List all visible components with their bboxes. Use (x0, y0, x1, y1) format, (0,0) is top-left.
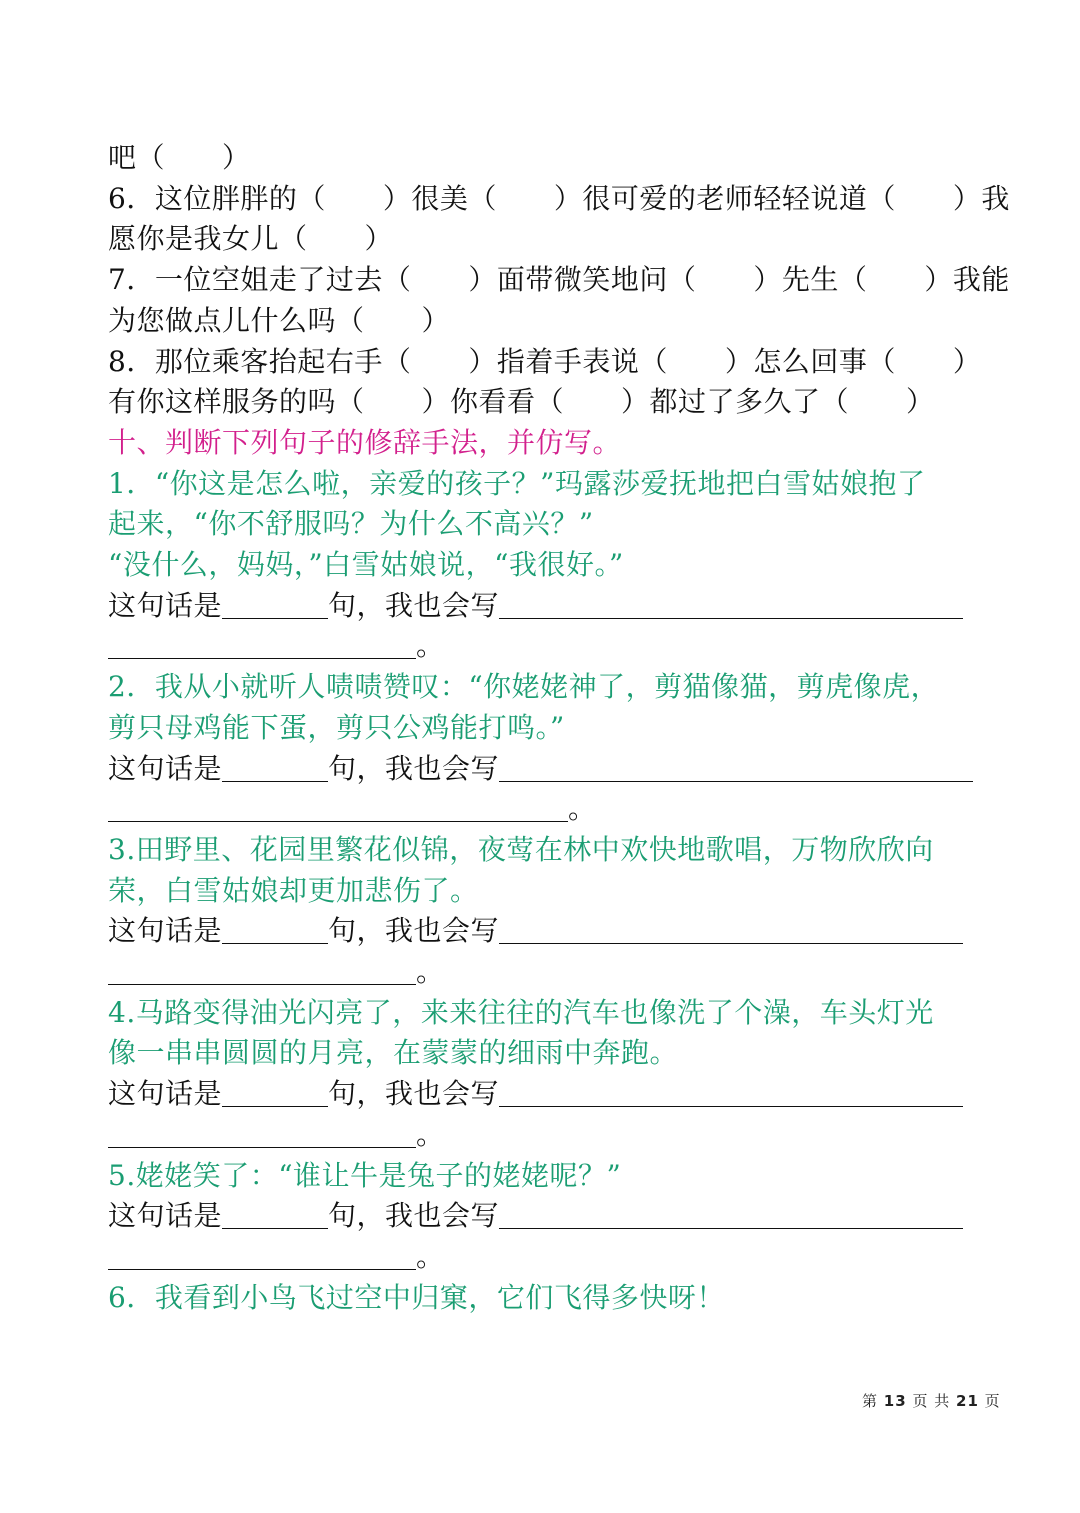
answer-middle: 句，我也会写 (328, 588, 500, 622)
end-mark: 。 (416, 629, 445, 663)
footer-prefix: 第 (862, 1392, 879, 1410)
imitation-blank[interactable] (499, 915, 963, 944)
answer-prefix: 这句话是 (108, 588, 223, 622)
question-5-line: 5.姥姥笑了：“谁让牛是兔子的姥姥呢？” (108, 1158, 622, 1192)
question-2-line: 剪只母鸡能下蛋，剪只公鸡能打鸣。” (108, 710, 565, 744)
answer-middle: 句，我也会写 (328, 751, 500, 785)
worksheet-content (108, 138, 1010, 1318)
answer-prefix: 这句话是 (108, 914, 223, 948)
question-3-line: 荣，白雪姑娘却更加悲伤了。 (108, 873, 479, 907)
footer-suffix: 页 (984, 1392, 1001, 1410)
imitation-blank[interactable] (499, 590, 963, 619)
page-number: 13 (883, 1392, 907, 1410)
rhetoric-type-blank[interactable] (222, 1078, 328, 1107)
imitation-blank[interactable] (499, 1200, 963, 1229)
text-line: 有你这样服务的吗（ ）你看看（ ）都过了多久了（ ） (108, 385, 935, 419)
text-line: 7．一位空姐走了过去（ ）面带微笑地问（ ）先生（ ）我能 (108, 263, 1010, 297)
question-2-line: 2．我从小就听人啧啧赞叹：“你姥姥神了，剪猫像猫，剪虎像虎， (108, 670, 940, 704)
page-footer (862, 1390, 1001, 1411)
rhetoric-type-blank[interactable] (222, 590, 328, 619)
end-mark: 。 (416, 955, 445, 989)
text-line: 愿你是我女儿（ ） (108, 222, 394, 256)
answer-prefix: 这句话是 (108, 751, 223, 785)
end-mark: 。 (416, 1239, 445, 1273)
answer-row-2b (108, 789, 988, 830)
end-mark: 。 (416, 1117, 445, 1151)
answer-row-5 (108, 1196, 988, 1237)
question-1-line: 起来，“你不舒服吗？为什么不高兴？” (108, 507, 594, 541)
section-title: 十、判断下列句子的修辞手法，并仿写。 (108, 425, 622, 459)
rhetoric-type-blank[interactable] (222, 915, 328, 944)
question-4-line: 像一串串圆圆的月亮，在蒙蒙的细雨中奔跑。 (108, 1036, 679, 1070)
text-line: 为您做点儿什么吗（ ） (108, 303, 451, 337)
answer-row-3b (108, 952, 988, 993)
answer-row-4b (108, 1115, 988, 1156)
imitation-blank[interactable] (499, 1078, 963, 1107)
text-line: 吧（ ） (108, 141, 251, 174)
answer-middle: 句，我也会写 (328, 1199, 500, 1233)
answer-middle: 句，我也会写 (328, 1077, 500, 1111)
text-line: 8．那位乘客抬起右手（ ）指着手表说（ ）怎么回事（ ） (108, 344, 982, 378)
rhetoric-type-blank[interactable] (222, 1200, 328, 1229)
answer-row-1 (108, 586, 988, 627)
imitation-blank-cont[interactable] (108, 958, 416, 985)
imitation-blank-cont[interactable] (108, 632, 416, 659)
imitation-blank[interactable] (499, 753, 973, 782)
rhetoric-type-blank[interactable] (222, 753, 328, 782)
imitation-blank-cont[interactable] (108, 1243, 416, 1270)
answer-prefix: 这句话是 (108, 1199, 223, 1233)
question-6-line: 6．我看到小鸟飞过空中归窠，它们飞得多快呀！ (108, 1280, 725, 1314)
answer-row-2 (108, 749, 988, 790)
text-line: 6．这位胖胖的（ ）很美（ ）很可爱的老师轻轻说道（ ）我 (108, 181, 1010, 215)
imitation-blank-cont[interactable] (108, 1121, 416, 1148)
footer-mid: 页 共 (912, 1392, 951, 1410)
question-4-line: 4.马路变得油光闪亮了，来来往往的汽车也像洗了个澡，车头灯光 (108, 995, 934, 1029)
answer-row-5b (108, 1237, 988, 1278)
answer-row-3 (108, 911, 988, 952)
answer-prefix: 这句话是 (108, 1077, 223, 1111)
imitation-blank-cont[interactable] (108, 795, 568, 822)
answer-middle: 句，我也会写 (328, 914, 500, 948)
question-3-line: 3.田野里、花园里繁花似锦，夜莺在林中欢快地歌唱，万物欣欣向 (108, 832, 934, 866)
question-1-line: 1．“你这是怎么啦，亲爱的孩子？”玛露莎爱抚地把白雪姑娘抱了 (108, 466, 926, 500)
total-pages: 21 (956, 1392, 979, 1410)
answer-row-4 (108, 1074, 988, 1115)
end-mark: 。 (568, 792, 597, 826)
answer-row-1b (108, 626, 988, 667)
question-1-line: “没什么，妈妈，”白雪姑娘说，“我很好。” (108, 548, 624, 582)
